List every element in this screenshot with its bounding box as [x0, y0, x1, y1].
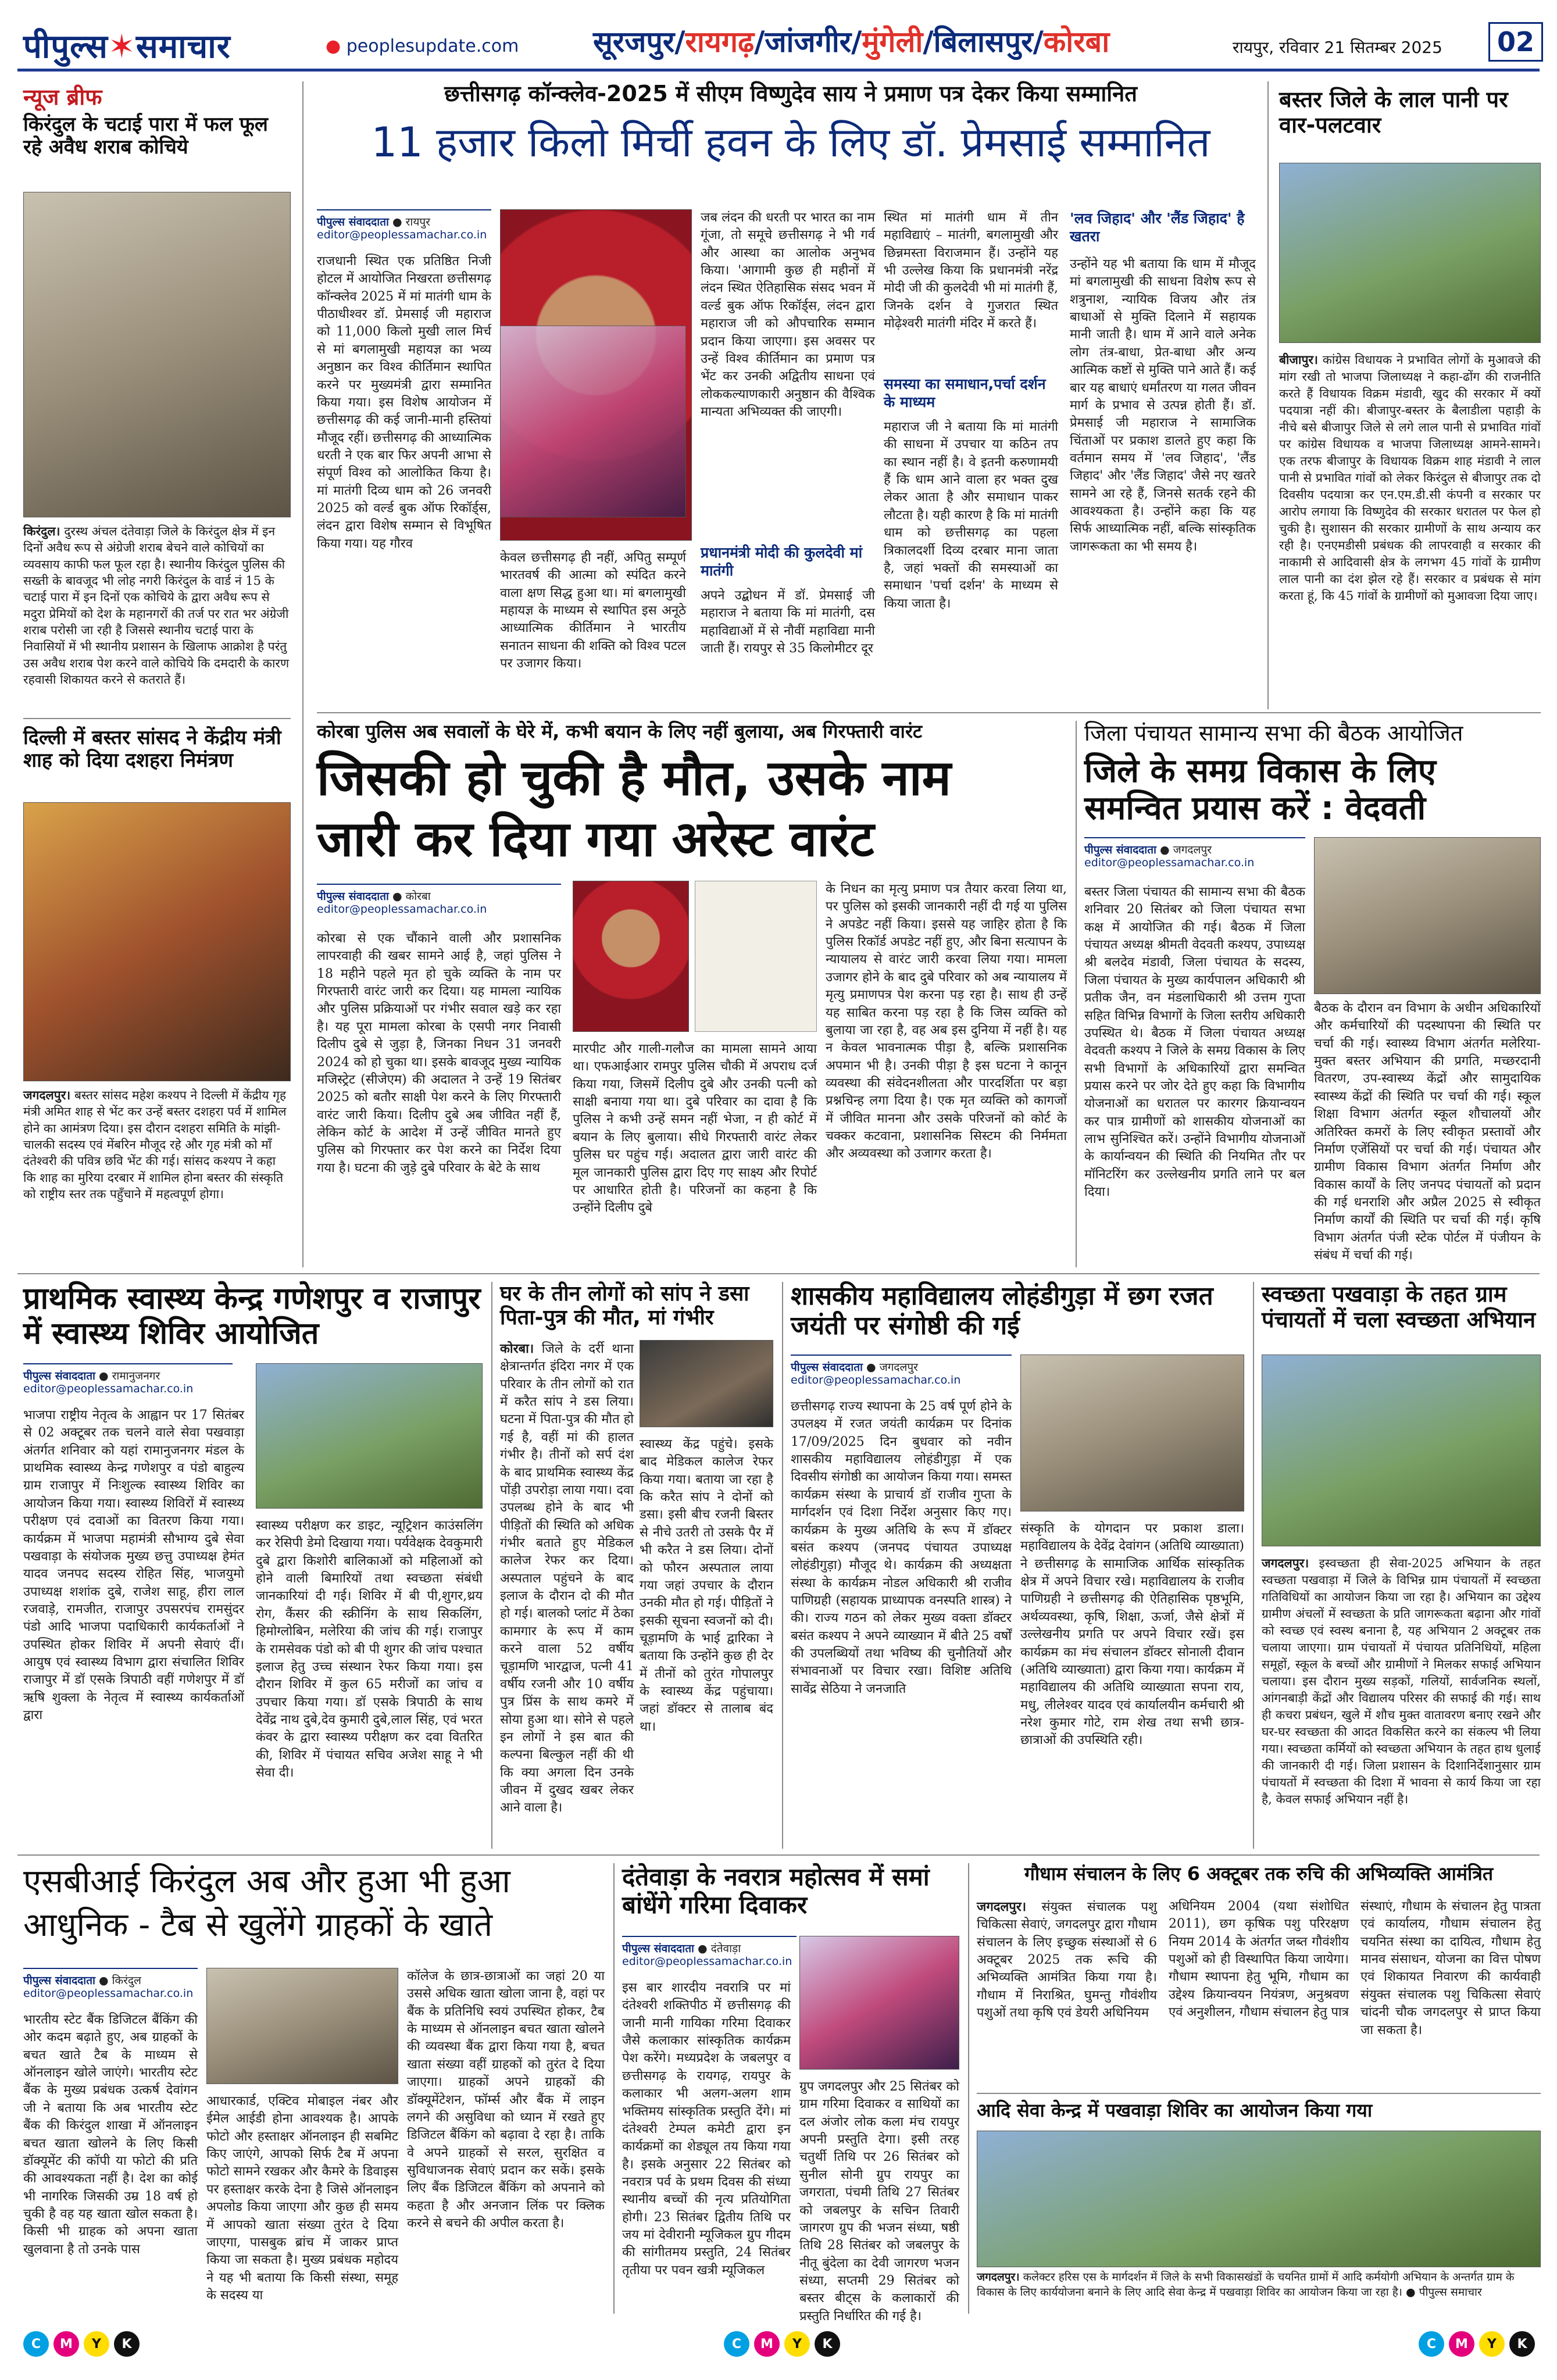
gaudham-bottom-rule: [977, 2093, 1541, 2094]
reg-mark-m: M: [53, 2331, 79, 2357]
navratri-col1: इस बार शारदीय नवरात्रि पर मां दंतेश्वरी शक्तिपीठ में छत्तीसगढ़ की जानी मानी गायिका गरिमा दिवाकर जैसे कलाकार सांस्कृतिक कार्यक्रम पेश करेंगे। मध्यप्रदेश के जबलपुर व छत्तीसगढ़ के रायगढ़, रायपुर के कलाकार भी अलग-अलग शाम भक्तिमय सांस्कृतिक प्रस्तुति देंगे। मां दंतेश्वरी टेम्पल कमेटी द्वारा इन कार्यक्रमों का शेड्यूल तय किया गया है। इसके अनुसार 22 सितंबर को नवरात्र पर्व के प्रथम दिवस की संध्या स्थानीय बच्चों की नृत्य प्रतियोगिता होगी। 23 सितंबर द्वितीय तिथि पर जय मां देवीरानी म्यूजिकल ग्रुप गीदम की सांगीतमय प्रस्तुति, 24 सितंबर तृतीया पर पवन खत्री म्यूजिकल: [622, 1981, 791, 2278]
navratri-divider: [968, 1863, 969, 2314]
lead-title: 11 हजार किलो मिर्ची हवन के लिए डॉ. प्रेमसाई सम्मानित: [371, 119, 1210, 166]
reg-mark-k: K: [1509, 2331, 1535, 2357]
college-email[interactable]: editor@peoplessamachar.co.in: [791, 1374, 961, 1386]
left-column-divider: [302, 81, 303, 1267]
zila-email[interactable]: editor@peoplessamachar.co.in: [1084, 856, 1255, 869]
lead-photo-caption: केवल छत्तीसगढ़ ही नहीं, अपितु सम्पूर्ण भारतवर्ष की आत्मा को स्पंदित करने वाला क्षण सिद्ध हुआ था। मां बगलामुखी महायज्ञ के माध्यम से स्थापित इस अनूठे आध्यात्मिक कीर्तिमान ने भारतीय सनातन साधना की शक्ति को विश्व पटल पर उजागर किया।: [500, 551, 686, 671]
snake-lead: कोरबा।: [500, 1341, 534, 1356]
snake-col2: स्वास्थ्य केंद्र पहुंचे। इसके बाद मेडिकल कालेज रेफर किया गया। बताया जा रहा है कि करैत सांप ने दोनों को डसा। इसी बीच रजनी बिस्तर से नीचे उतरी तो उसके पैर में भी करैत ने डस लिया। दोनों को फौरन अस्पताल लाया गया जहां उपचार के दौरान उनकी मौत हो गई। पीड़ितों ने इसकी सूचना स्वजनों को दी। चूड़ामणि के भाई द्वारिका ने बताया कि उन्होंने कुछ ही देर में तीनों को तुरंत गोपालपुर के स्वास्थ्य केंद्र पहुंचाया। जहां डॉक्टर से तालाब बंद था।: [640, 1437, 773, 1734]
lead-col4-tail: महाराज जी ने बताया कि मां मातंगी की साधना में उपचार या कठिन तप का स्थान नहीं है। वे इतनी करुणामयी हैं कि धाम आने वाला हर भक्त दुख लेकर आता है और समाधान पाकर लौटता है। यही कारण है कि मां मातंगी धाम को छत्तीसगढ़ का पहला त्रिकालदर्शी दिव्य दरबार माना जाता है, जहां भक्तों की समस्याओं का समाधान 'पर्चा दर्शन' के माध्यम से किया जाता है।: [884, 420, 1058, 611]
snake-title: घर के तीन लोगों को सांप ने डसा पिता-पुत्र की मौत, मां गंभीर: [500, 1282, 749, 1330]
korba-col3: के निधन का मृत्यु प्रमाण पत्र तैयार करवा लिया था, पर पुलिस को इसकी जानकारी नहीं दी गई या पुलिस ने अपडेट नहीं किया। इससे यह जाहिर होता है कि पुलिस रिकॉर्ड अपडेट नहीं हुए, और बिना सत्यापन के न्यायालय से वारंट जारी करवा लिया गया। मामला उजागर होने के बाद दुबे परिवार को अब न्यायालय में मृत्यु प्रमाणपत्र पेश करना पड़ रहा है। साथ ही उन्हें यह साबित करना पड़ रहा है कि जिस व्यक्ति को बुलाया जा रहा है, वह अब इस दुनिया में नहीं है। यह न केवल भावनात्मक पीड़ा है, बल्कि प्रशासनिक अपमान भी है। उनकी पीड़ा है इस घटना ने कानून व्यवस्था की संवेदनशीलता और पारदर्शिता पर बड़ा प्रश्नचिन्ह लगा दिया है। एक मृत व्यक्ति को कागजों में जीवित मानना और उसके परिजनों को कोर्ट के चक्कर कटवाना, प्रशासनिक सिस्टम की निर्ममता और अव्यवस्था को उजागर करता है।: [826, 882, 1067, 1162]
sbi-email[interactable]: editor@peoplessamachar.co.in: [23, 1987, 194, 2000]
korba-col2: मारपीट और गाली-गलौज का मामला सामने आया था। एफआईआर रामपुर पुलिस चौकी में अपराध दर्ज किया गया, जिसमें दिलीप दुबे और उनकी पत्नी को साक्षी बनाया गया था। दुबे परिवार का दावा है कि पुलिस ने कभी उन्हें समन नहीं भेजा, न ही कोर्ट में बयान के लिए बुलाया। सीधे गिरफ्तारी वारंट लेकर पुलिस घर पहुंच गई। अदालत द्वारा जारी वारंट की मूल जानकारी पुलिस द्वारा दिए गए साक्ष्य और रिपोर्ट पर आधारित होती है। परिजनों का कहना है कि उन्होंने दिलीप दुबे: [573, 1042, 817, 1216]
brief-divider: [23, 718, 291, 719]
korba-email[interactable]: editor@peoplessamachar.co.in: [317, 903, 487, 916]
zila-byline-name: पीपुल्स संवाददाता: [1084, 844, 1156, 856]
city-korba: कोरबा: [1043, 25, 1110, 59]
navratri-byline-name: पीपुल्स संवाददाता: [622, 1942, 694, 1955]
lead-col4-subhead: समस्या का समाधान,पर्चा दर्शन के माध्यम: [884, 376, 1046, 411]
snake-photo: [640, 1340, 773, 1427]
college-byline-place: जगदलपुर: [879, 1361, 918, 1374]
korba-col1: कोरबा से एक चौंकाने वाली और प्रशासनिक लापरवाही की खबर सामने आई है, जहां पुलिस ने 18 महीने पहले मृत हो चुके व्यक्ति के नाम पर गिरफ्तारी वारंट जारी कर दिया। यह मामला न्यायिक और पुलिस प्रक्रियाओं पर गंभीर सवाल खड़े कर रहा है। यह पूरा मामला कोरबा के एसपी नगर निवासी दिलीप दुबे से जुड़ा है, जिनका निधन 31 जनवरी 2024 को हो चुका था। इसके बावजूद मुख्य न्यायिक मजिस्ट्रेट (सीजेएम) की अदालत ने उन्हें 19 सितंबर 2025 को बतौर साक्षी पेश करने के लिए गिरफ्तारी वारंट जारी किया। दिलीप दुबे अब जीवित नहीं हैं, लेकिन कोर्ट के आदेश में उन्हें जीवित मानते हुए पुलिस को गिरफ्तार कर पेश करने का निर्देश दिया गया है। घटना की जुड़े दुबे परिवार के बेटे के साथ: [317, 931, 561, 1175]
navratri-photo-singer: [799, 1936, 959, 2070]
news-brief-label: न्यूज ब्रीफ: [23, 84, 102, 110]
reg-mark-k: K: [114, 2331, 140, 2357]
lead-col5: उन्होंने यह भी बताया कि धाम में मौजूद मां बगलामुखी की साधना विशेष रूप से शत्रुनाश, न्यायिक विजय और तंत्र बाधाओं से मुक्ति दिलाने में सहायक मानी जाती है। धाम में आने वाले अनेक लोग तंत्र-बाधा, प्रेत-बाधा और अन्य आत्मिक कष्टों से मुक्ति पाने आते हैं। कई बार यह बाधाएं धर्मांतरण या गलत जीवन मार्ग के प्रभाव से उत्पन्न होती हैं। डॉ. प्रेमसाई जी महाराज ने सामाजिक चिंताओं पर प्रकाश डालते हुए कहा कि वर्तमान समय में 'लव जिहाद', 'लैंड जिहाद' और 'लैंड जिहाद' जैसे नए खतरे सामने आ रहे हैं, जिनसे सतर्क रहने की आवश्यकता है। उन्होंने कहा कि यह सिर्फ आध्यात्मिक नहीं, बल्कि सांस्कृतिक जागरूकता का भी समय है।: [1070, 257, 1256, 554]
reg-mark-c: C: [23, 2331, 49, 2357]
health-byline-place: रामानुजनगर: [112, 1370, 160, 1382]
brief-caption-text: दुरस्थ अंचल दंतेवाड़ा जिले के किरंदुल क्षेत्र में इन दिनों अवैध रूप से अंग्रेजी शराब बेचने वाले कोचियों का व्यवसाय काफी फल फूल रहा है। स्थानीय किरंदुल पुलिस की सख्ती के बावजूद भी लोह नगरी किरंदुल के वार्ड नं 15 के चटाई पारा में इन दिनों एक कोचिये के द्वारा अवैध रूप से मदुरा प्रेमियों को देश के महानगरों की तर्ज पर रात भर अंग्रेजी शराब परोसी जा रही है जिससे स्थानीय चटाई पारा के निवासियों में भी स्थानीय प्रशासन के खिलाफ आक्रोश है परंतु उस अवैध शराब पेश करने वाले कोचिये कि दमदारी के कारण रहवासी शिकायत करने से कतराते हैं।: [23, 524, 290, 687]
lead-col3-tail: अपने उद्बोधन में डॉ. प्रेमसाई जी महाराज ने बताया कि मां मातंगी, दस महाविद्याओं में से नौवीं महाविद्या मानी जाती हैं। रायपुर से 35 किलोमीटर दूर: [701, 588, 875, 656]
gaudham-lead: जगदलपुर।: [977, 1899, 1027, 1914]
gaudham-title: गौधाम संचालन के लिए 6 अक्टूबर तक रुचि की अभिव्यक्ति आमंत्रित: [1024, 1863, 1494, 1885]
health-col2: स्वास्थ्य परीक्षण कर डाइट, न्यूट्रिशन काउंसलिंग कर रेसिपी डेमो दिखाया गया। पर्यवेक्षक देवकुमारी दुबे द्वारा किशोरी बालिकाओं को महिलाओं को होने वाली बिमारियों तथा स्वच्छता संबंधी जानकारियां दी गई। शिविर में बी पी,शुगर,थ्रय रोग, कैंसर की स्क्रीनिंग के साथ सिकलिंग, हिमोग्लोबिन, मलेरिया की जांच की गई। राजापुर के रामसेवक पंडो को बी पी शुगर की जांच पश्चात इलाज हेतु उच्च संस्थान रेफर किया गया। इस दौरान शिविर में कुल 65 मरीजों का जांच व उपचार किया गया। डॉ एसके त्रिपाठी के साथ देवेंद्र नाथ दुबे,देव कुमारी दुबे,लाल सिंह, एवं भरत कंवर के द्वारा स्वास्थ्य परीक्षण कर दवा वितरित की, शिविर में पंचायत सचिव अजेश साहू ने भी सेवा दी।: [256, 1518, 483, 1781]
sbi-title-line1: एसबीआई किरंदुल अब और हुआ भी हुआ: [23, 1863, 510, 1900]
adi-seva-caption-lead: जगदलपुर।: [977, 2271, 1020, 2283]
college-col1: छत्तीसगढ़ राज्य स्थापना के 25 वर्ष पूर्ण होने के उपलक्ष्य में रजत जयंती कार्यक्रम पर दिनांक 17/09/2025 दिन बुधवार को नवीन शासकीय महाविद्यालय लोहंडीगुड़ा में एक दिवसीय संगोष्ठी का आयोजन किया गया। समस्त कार्यक्रम संस्था के प्राचार्य डॉ राजीव गुप्ता के मार्गदर्शन एवं दिशा निर्देश अनुसार किए गए। कार्यक्रम के मुख्य अतिथि के रूप में डॉक्टर बसंत कश्यप (जनपद पंचायत उपाध्यक्ष लोहंडीगुड़ा) मौजूद थे। कार्यक्रम की अध्यक्षता संस्था के कार्यक्रम नोडल अधिकारी श्री राजीव पाणिग्रही (सहायक प्राध्यापक वनस्पति शास्त्र) ने की। राज्य गठन को लेकर मुख्य वक्ता डॉक्टर बसंत कश्यप ने अपने व्याख्यान में बीते 25 वर्षों की उपलब्धियों तथा भविष्य की चुनौतियों और संभावनाओं पर विचार रखा। विशिष्ट अतिथि सावेंद्र सेठिया ने जनजाति: [791, 1399, 1012, 1696]
korba-title-line2: जारी कर दिया गया अरेस्ट वारंट: [317, 810, 874, 867]
globe-dot-icon: ●: [326, 36, 347, 56]
city-surajpur: सूरजपुर: [593, 25, 675, 59]
city-raigarh: रायगढ़: [685, 25, 755, 59]
zila-kicker: जिला पंचायत सामान्य सभा की बैठक आयोजित: [1084, 720, 1463, 746]
city-mungeli: मुंगेली: [862, 25, 923, 59]
navratri-byline: पीपुल्स संवाददाता ● दंतेवाड़ा: [622, 1936, 797, 1956]
navratri-title: दंतेवाड़ा के नवरात्र महोत्सव में समां बांधेंगे गरिमा दिवाकर: [622, 1863, 930, 1920]
bastar-water-lead: बीजापुर।: [1279, 352, 1318, 367]
zila-col1: बस्तर जिला पंचायत की सामान्य सभा की बैठक शनिवार 20 सितंबर को जिला पंचायत सभा कक्ष में आयोजित की गई। बैठक में जिला पंचायत अध्यक्ष श्रीमती वेदवती कश्यप, उपाध्यक्ष श्री बलदेव मंडावी, जिला पंचायत के सदस्य, जिला पंचायत के मुख्य कार्यपालन अधिकारी श्री प्रतीक जैन, वन मंडलाधिकारी श्री उत्तम गुप्ता सहित विभिन्न विभागों के जिला स्तरीय अधिकारी उपस्थित थे। बैठक में जिला पंचायत अध्यक्ष वेदवती कश्यप ने जिले के समग्र विकास के लिए सभी विभागों के अधिकारियों द्वारा समन्वित प्रयास करने पर जोर देते हुए कहा कि विभागीय योजनाओं का धरातल पर कारगर क्रियान्वयन कर पात्र ग्रामीणों को शासकीय योजनाओं का लाभ सुनिश्चित करें। उन्होंने विभागीय योजनाओं के कार्यान्वयन की स्थिति की नियमित तौर पर मॉनिटरिंग कर उल्लेखनीय प्रगति लाने पर बल दिया।: [1084, 885, 1305, 1200]
health-byline-name: पीपुल्स संवाददाता: [23, 1370, 95, 1382]
adi-seva-caption-text: कलेक्टर हरिस एस के मार्गदर्शन में जिले के सभी विकासखंडों के चयनित ग्रामों में आदि कर्मयोगी अभियान के अन्तर्गत ग्राम के विकास के लिए कार्ययोजना बनाने के लिए आदि सेवा केन्द्र में पखवाड़ा शिविर का आयोजन किया जा रहा है।: [977, 2271, 1515, 2299]
adi-seva-title: आदि सेवा केन्द्र में पखवाड़ा शिविर का आयोजन किया गया: [977, 2099, 1373, 2121]
korba-byline-place: कोरबा: [405, 890, 431, 903]
sbi-col3: कॉलेज के छात्र-छात्राओं का जहां 20 या उससे अधिक खाता खोला जाना है, वहां पर बैंक के प्रतिनिधि स्वयं उपस्थित होकर, टैब के माध्यम से ऑनलाइन बचत खाता खोलने की व्यवस्था बैंक द्वारा किया गया है, बचत खाता संख्या वहीं ग्राहकों को तुरंत दे दिया जाएगा। ग्राहकों अपने ग्राहकों की डॉक्यूमेंटेशन, फॉर्म्स और बैंक में लाइन लगने की असुविधा को ध्यान में रखते हुए डिजिटल बैंकिंग को बढ़ावा दे रहा है। ताकि वे अपने ग्राहकों से सरल, सुरक्षित व सुविधाजनक सेवाएं प्रदान कर सकें। इसके लिए बैंक डिजिटल बैंकिंग को अपनाने को कहता है और अनजान लिंक पर क्लिक करने से बचने की अपील करता है।: [407, 1969, 605, 2231]
college-byline-name: पीपुल्स संवाददाता: [791, 1361, 863, 1374]
bastar-water-photo: [1279, 163, 1541, 343]
snake-divider: [782, 1282, 783, 1849]
navratri-byline-place: दंतेवाड़ा: [710, 1942, 741, 1955]
reg-marks-right: [1419, 2331, 1535, 2357]
delhi-title: दिल्ली में बस्तर सांसद ने केंद्रीय मंत्री शाह को दिया दशहरा निमंत्रण: [23, 726, 281, 773]
gaudham-col1-text: संयुक्त संचालक पशु चिकित्सा सेवाएं, जगदलपुर द्वारा गौधाम संचालन के लिए इच्छुक संस्थाओं से 6 अक्टूबर 2025 तक रूचि की अभिव्यक्ति आमंत्रित किया गया है। गौधाम में निराश्रित, घुमन्तु गौवंशीय पशुओं तथा कृषि एवं डेयरी अधिनियम: [977, 1900, 1157, 2021]
site-url-text: peoplesupdate.com: [346, 36, 519, 56]
masthead: [23, 23, 231, 67]
sbi-photo: [206, 1968, 398, 2084]
lead-photo-award: [500, 326, 686, 517]
college-photo: [1020, 1355, 1244, 1511]
snake-col1-text: जिले के दर्री थाना क्षेत्रान्तर्गत इंदिरा नगर में एक परिवार के तीन लोगों को रात में करैत सांप ने डस लिया। घटना में पिता-पुत्र की मौत हो गई है, वहीं मां की हालत गंभीर है। तीनों को सर्प दंश के बाद प्राथमिक स्वास्थ्य केंद्र पोंड़ी उपरोड़ा लाया गया। दवा उपलब्ध होने के बाद भी पीड़ितों की स्थिति को अधिक गंभीर बताते हुए मेडिकल कालेज रेफर कर दिया। अस्पताल पहुंचने के बाद इलाज के दौरान दो की मौत हो गई। बालको प्लांट में ठेका कामगार के रूप में काम करने वाला 52 वर्षीय चूड़ामणि भारद्वाज, पत्नी 41 वर्षीय रजनी और 10 वर्षीय पुत्र प्रिंस के साथ कमरे में सोया हुआ था। सोने से पहले इन लोगों ने इस बात की कल्पना बिल्कुल नहीं की थी कि क्या अगला दिन उनके जीवन में दुखद खबर लेकर आने वाला है।: [500, 1342, 634, 1816]
lead-email[interactable]: editor@peoplessamachar.co.in: [317, 228, 487, 241]
college-divider: [1253, 1282, 1254, 1849]
brief-title: किरंदुल के चटाई पारा में फल फूल रहे अवैध शराब कोचिये: [23, 113, 268, 159]
korba-divider: [1076, 721, 1077, 1267]
korba-title-line1: जिसकी हो चुकी है मौत, उसके नाम: [317, 749, 951, 806]
reg-mark-k: K: [815, 2331, 840, 2357]
bastar-water-title: बस्तर जिले के लाल पानी पर वार-पलटवार: [1279, 87, 1508, 138]
college-col2: संस्कृति के योगदान पर प्रकाश डाला। महाविद्यालय के देवेंद्र देवांगन (अतिथि व्याख्याता) ने छत्तीसगढ़ के सामाजिक आर्थिक सांस्कृतिक क्षेत्र में अपने विचार रखे। महाविद्यालय के राजीव पाणिग्रही ने छत्तीसगढ़ की ऐतिहासिक पृष्ठभूमि, अर्थव्यवस्था, कृषि, शिक्षा, ऊर्जा, जैसे क्षेत्रों में उल्लेखनीय प्रगति पर अपने विचार रखें। इस कार्यक्रम का मंच संचालन डॉक्टर सोनाली दीवान (अतिथि व्याख्याता) द्वारा किया गया। कार्यक्रम में महाविद्यालय की अतिथि व्याख्याता सपना राय, मधु, लीलेश्वर यादव एवं कार्यालयीन कर्मचारी श्री नरेश कुमार गोटे, राम शेख तथा सभी छात्र-छात्राओं की उपस्थिति रही।: [1020, 1521, 1244, 1748]
navratri-col2: ग्रुप जगदलपुर और 25 सितंबर को ग्राम गरिमा दिवाकर व साथियों का दल अंजोर लोक कला मंच रायपुर अपनी प्रस्तुति देगा। इसी तरह चतुर्थी तिथि पर 26 सितंबर को सुनील सोनी ग्रुप रायपुर का जगराता, पंचमी तिथि 27 सितंबर को जबलपुर के सचिन तिवारी जागरण ग्रुप की भजन संध्या, षष्ठी तिथि 28 सितंबर को जबलपुर के नीतू बुंदेला का देवी जागरण भजन संध्या, सप्तमी 29 सितंबर को बस्तर बीट्स के कलाकारों की प्रस्तुति निर्धारित की गई है।: [799, 2079, 959, 2324]
dateline: रायपुर, रविवार 21 सितम्बर 2025: [1233, 38, 1442, 57]
reg-mark-m: M: [754, 2331, 780, 2357]
brief-caption-lead: किरंदुल।: [23, 524, 60, 538]
college-byline: पीपुल्स संवाददाता ● जगदलपुर: [791, 1355, 1012, 1374]
health-title: प्राथमिक स्वास्थ्य केन्द्र गणेशपुर व राजापुर में स्वास्थ्य शिविर आयोजित: [23, 1281, 481, 1351]
health-divider: [491, 1282, 492, 1849]
city-janjgir: जांजगीर: [765, 25, 852, 59]
swachh-body: [1262, 1555, 1541, 1849]
lead-kicker: छत्तीसगढ़ कॉन्क्लेव-2025 में सीएम विष्णुदेव साय ने प्रमाण पत्र देकर किया सम्मानित: [444, 81, 1137, 106]
zila-photo-meeting: [1314, 837, 1541, 994]
reg-mark-y: Y: [784, 2331, 810, 2357]
lead-col5-subhead: 'लव जिहाद' और 'लैंड जिहाद' है खतरा: [1070, 210, 1245, 245]
zila-byline-place: जगदलपुर: [1173, 844, 1212, 856]
sbi-title-line2: आधुनिक - टैब से खुलेंगे ग्राहकों के खाते: [23, 1906, 493, 1944]
health-photo: [256, 1363, 483, 1509]
mid-rule: [17, 1273, 1540, 1274]
delhi-caption-lead: जगदलपुर।: [23, 1088, 71, 1102]
swachh-lead: जगदलपुर।: [1262, 1556, 1309, 1570]
lead-col3-subhead: प्रधानमंत्री मोदी की कुलदेवी मां मातंगी: [701, 544, 863, 580]
masthead-left: पीपुल्स: [23, 28, 108, 66]
delhi-caption-text: बस्तर सांसद महेश कश्यप ने दिल्ली में केंद्रीय गृह मंत्री अमित शाह से भेंट कर उन्हें बस्तर दशहरा पर्व में शामिल होने का आमंत्रण दिया। इस दौरान दशहरा समिति के मांझी-चालकी सदस्य एवं मेंबरिन मौजूद रहे और गृह मंत्री को माँ दंतेश्वरी की पवित्र छवि भेंट की गई। सांसद कश्यप ने कहा कि शाह का मुरिया दरबार में शामिल होना बस्तर की संस्कृति को राष्ट्रीय स्तर तक पहुँचाने में महत्वपूर्ण होगा।: [23, 1088, 287, 1202]
reg-mark-c: C: [1419, 2331, 1444, 2357]
delhi-caption: [23, 1087, 291, 1267]
header-rule: [17, 69, 1540, 72]
lead-byline: पीपुल्स संवाददाता ● रायपुर: [317, 209, 491, 229]
swachh-text: इस्वच्छता ही सेवा-2025 अभियान के तहत स्वच्छता पखवाड़ा में जिले के विभिन्न ग्राम पंचायतों में स्वच्छता गतिविधियों का आयोजन किया जा रहा है। अभियान का उद्देश्य ग्रामीण अंचलों में स्वच्छता के प्रति जागरूकता बढ़ाना और गांवों को स्वच्छ एवं स्वस्थ बनाना है, यह अभियान 2 अक्टूबर तक चलाया जाएगा। ग्राम पंचायतों में पंचायत प्रतिनिधियों, महिला समूहों, स्कूल के बच्चों और ग्रामीणों ने मिलकर सफाई अभियान चलाया। इस दौरान मुख्य सड़कों, गलियों, सार्वजनिक स्थलों, आंगनबाड़ी केंद्रों और विद्यालय परिसर की सफाई की गई। साथ ही कचरा प्रबंधन, खुले में शौच मुक्त वातावरण बनाए रखने और घर-घर स्वच्छता की आदत विकसित करने का संकल्प भी लिया गया। स्वच्छता कर्मियों को स्वच्छता अभियान के तहत हाथ धुलाई की जानकारी दी गई। जिला प्रशासन के दिशानिर्देशानुसार ग्राम पंचायतों में स्वच्छता की दिशा में भावना से कार्य किया जा रहा है, केवल सफाई अभियान नहीं है।: [1262, 1556, 1541, 1806]
reg-mark-y: Y: [1479, 2331, 1505, 2357]
health-byline: पीपुल्स संवाददाता ● रामानुजनगर: [23, 1363, 233, 1383]
city-bilaspur: बिलासपुर: [933, 25, 1033, 59]
sbi-col2: आधारकार्ड, एक्टिव मोबाइल नंबर और ईमेल आईडी होना आवश्यक है। आपके फोटो और हस्ताक्षर ऑनलाइन ही सबमिट किए जाएंगे, आपको सिर्फ टैब में अपना फोटो सामने रखकर और कैमरे के डिवाइस पर हस्ताक्षर करके देना है जिसे ऑनलाइन अपलोड किया जाएगा और कुछ ही समय में आपको खाता संख्या तुरंत दे दिया जाएगा, पासबुक ब्रांच में जाकर प्राप्त किया जा सकता है। मुख्य प्रबंधक महोदय ने यह भी बताया कि किसी संस्था, समूह के सदस्य या: [206, 2094, 398, 2303]
brief-caption: [23, 523, 291, 686]
zila-byline: पीपुल्स संवाददाता ● जगदलपुर: [1084, 837, 1305, 857]
brief-photo-bottles: [23, 192, 291, 517]
site-url[interactable]: [326, 36, 519, 56]
sbi-byline: पीपुल्स संवाददाता ● किरंदुल: [23, 1968, 198, 1988]
lower-rule: [17, 1854, 1540, 1856]
gaudham-col2: अधिनियम 2004 (यथा संशोधित 2011), छग कृषिक पशु परिरक्षण नियम 2014 के अंतर्गत जब्त गौवंशीय पशुओं को ही विस्थापित किया जायेगा। गौधाम स्थापना हेतु भूमि, गौधाम का उद्देश्य क्रियान्वयन नियंत्रण, अनुश्रवण एवं अनुशीलन, गौधाम संचालन हेतु पात्र: [1169, 1899, 1349, 2020]
reg-marks-left: [23, 2331, 140, 2357]
reg-mark-c: C: [724, 2331, 749, 2357]
lead-byline-name: पीपुल्स संवाददाता: [317, 216, 389, 228]
reg-marks-center: [724, 2331, 840, 2357]
zila-title: जिले के समग्र विकास के लिए समन्वित प्रयास करें : वेदवती: [1084, 752, 1436, 828]
korba-photo-warrant: [695, 881, 817, 1032]
lead-byline-place: रायपुर: [405, 216, 430, 228]
lead-col3: जब लंदन की धरती पर भारत का नाम गूंजा, तो समूचे छत्तीसगढ़ ने भी गर्व और आस्था का आलोक अनुभव किया। 'आगामी कुछ ही महीनों में लंदन स्थित ऐतिहासिक संसद भवन में वर्ल्ड बुक ऑफ रिकॉर्ड्स, लंदन द्वारा महाराज जी को औपचारिक सम्मान प्रदान किया जाएगा। इस अवसर पर उन्हें विश्व कीर्तिमान का प्रमाण पत्र भेंट कर उनकी अद्वितीय साधना एवं लोककल्याणकारी अनुष्ठान की वैश्विक मान्यता अभिव्यक्त की जाएगी।: [701, 210, 875, 419]
college-title: शासकीय महाविद्यालय लोहंडीगुड़ा में छग रजत जयंती पर संगोष्ठी की गई: [791, 1281, 1213, 1341]
page-number: 02: [1488, 22, 1543, 62]
city-strip: सूरजपुर/रायगढ़/जांजगीर/मुंगेली/बिलासपुर/कोरबा: [593, 25, 1110, 59]
gaudham-col3: संस्थाएं, गौधाम के संचालन हेतु पात्रता एवं कार्यालय, गौधाम संचालन हेतु चयनित संस्था का दायित्व, गौधाम हेतु मानव संसाधन, योजना का वित्त पोषण एवं शिकायत निवारण की कार्यवाही संयुक्त संचालक पशु चिकित्सा सेवाएं चांदनी चौक जगदलपुर से प्राप्त किया जा सकता है।: [1360, 1899, 1541, 2038]
sbi-byline-name: पीपुल्स संवाददाता: [23, 1974, 95, 1987]
health-email[interactable]: editor@peoplessamachar.co.in: [23, 1382, 194, 1395]
swachh-photo: [1262, 1355, 1541, 1546]
korba-byline: पीपुल्स संवाददाता ● कोरबा: [317, 884, 561, 903]
lead-col1: राजधानी स्थित एक प्रतिष्ठित निजी होटल में आयोजित निखरता छत्तीसगढ़ कॉन्क्लेव 2025 में मां मातंगी धाम के पीठाधीश्वर डॉ. प्रेमसाई जी महाराज को 11,000 किलो मुखी लाल मिर्च से मां बगलामुखी महायज्ञ का भव्य अनुष्ठान कर विश्व कीर्तिमान स्थापित करने पर मुख्यमंत्री द्वारा सम्मानित किया गया। इस विशेष आयोजन में छत्तीसगढ़ की कई जानी-मानी हस्तियां मौजूद रहीं। छत्तीसगढ़ की आध्यात्मिक धरती ने एक बार फिर अपनी आभा से संपूर्ण विश्व को आलोकित किया है। मां मातंगी दिव्य धाम को 26 जनवरी 2025 को वर्ल्ड बुक ऑफ रिकॉर्ड्स, लंदन द्वारा विशेष सम्मान से विभूषित किया गया। यह गौरव: [317, 254, 491, 551]
sbi-col1: भारतीय स्टेट बैंक डिजिटल बैंकिंग की ओर कदम बढ़ाते हुए, अब ग्राहकों के बचत खाते टैब के माध्यम से ऑनलाइन खोले जाएंगे। भारतीय स्टेट बैंक के मुख्य प्रबंधक उत्कर्ष देवांगन जी ने बताया कि अब भारतीय स्टेट बैंक की किरंदुल शाखा में ऑनलाइन बचत खाता खोलने के लिए किसी डॉक्यूमेंट की कॉपी या फोटो की प्रति की आवश्यकता नहीं है। देश का कोई भी नागरिक जिसकी उम्र 18 वर्ष हो चुकी है वह यह खाता खोल सकता है। किसी भी ग्राहक को अपना खाता खुलवाना है तो उनके पास: [23, 2013, 198, 2257]
lead-col4: स्थित मां मातंगी धाम में तीन महाविद्याएं – मातंगी, बगलामुखी और छिन्नमस्ता विराजमान हैं। उन्होंने यह भी उल्लेख किया कि प्रधानमंत्री नरेंद्र मोदी जी की कुलदेवी भी मां मातंगी हैं, जिनके दर्शन वे गुजरात स्थित मोढ़ेश्वरी मातंगी मंदिर में करते हैं।: [884, 210, 1058, 331]
health-col1: भाजपा राष्ट्रीय नेतृत्व के आह्वान पर 17 सितंबर से 02 अक्टूबर तक चलने वाले सेवा पखवाड़ा अंतर्गत शनिवार को यहां रामानुजनगर मंडल के प्राथमिक स्वास्थ्य केन्द्र गणेशपुर व पंडो बाहुल्य ग्राम राजापुर में निःशुल्क स्वास्थ्य शिविर का आयोजन किया गया। स्वास्थ्य शिविरों में स्वास्थ्य परीक्षण एवं दवाओं का वितरण किया गया। कार्यक्रम में भाजपा महामंत्री सौभाग्य दुबे सेवा पखवाड़ा के संयोजक मुख्य छत्तु उपाध्यक्ष हेमंत यादव जनपद सदस्य रोहित सिंह, भाजयुमो उपाध्यक्ष शशांक दुबे, राजेश साहू, हीरा लाल रजवाड़े, रामजीत, राजापुर उपसरपंच रामसुंदर पंडो आदि भाजपा पदाधिकारी कार्यकर्ताओं ने उपस्थित होकर शिविर में अपनी सेवाएं दीं। आयुष एवं स्वास्थ्य विभाग द्वारा संचालित शिविर राजापुर में डॉ एसके त्रिपाठी वहीं गणेशपुर में डॉ ऋषि शुक्ला के नेतृत्व में स्वास्थ्य कार्यकर्ताओं द्वारा: [23, 1408, 244, 1723]
gaudham-col1: [977, 1898, 1157, 2087]
adi-seva-caption: जगदलपुर। कलेक्टर हरिस एस के मार्गदर्शन में जिले के सभी विकासखंडों के चयनित ग्रामों में आदि कर्मयोगी अभियान के अन्तर्गत ग्राम के विकास के लिए कार्ययोजना बनाने के लिए आदि सेवा केन्द्र में पखवाड़ा शिविर का आयोजन किया जा रहा है। ● पीपुल्स समाचार: [977, 2271, 1515, 2299]
delhi-photo-meeting: [23, 802, 291, 1081]
korba-photo-deceased: [573, 881, 689, 1032]
swachh-title: स्वच्छता पखवाड़ा के तहत ग्राम पंचायतों में चला स्वच्छता अभियान: [1262, 1281, 1536, 1332]
bastar-water-text: कांग्रेस विधायक ने प्रभावित लोगों के मुआवजे की मांग रखी तो भाजपा जिलाध्यक्ष ने कहा-ढोंग की राजनीति करते हैं विधायक विक्रम मंडावी, खुद की सरकार में क्यों पदयात्रा नहीं की। बीजापुर-बस्तर के बैलाडीला पहाड़ी के नीचे बसे बीजापुर जिले से लगे लाल पानी से प्रभावित गांवों पर कांग्रेस विधायक व भाजपा जिलाध्यक्ष आमने-सामने। एक तरफ बीजापुर के विधायक विक्रम शाह मंडावी ने लाल पानी से प्रभावित गांवों को लेकर किरंदुल से बीजापुर तक दो दिवसीय पदयात्रा कर एन.एम.डी.सी कंपनी व सरकार पर आरोप लगाया कि विष्णुदेव की सरकार धरातल पर फेल हो चुकी है। सुशासन की सरकार ग्रामीणों के साथ अन्याय कर रही है। एनएमडीसी प्रबंधक की लापरवाही व सरकार की नाकामी से आदिवासी क्षेत्र के लगभग 45 गांवों के ग्रामीण लाल पानी का दंश झेल रहे हैं। सरकार व प्रबंधक से मांग करता हूं, कि 45 गांवों के ग्रामीणों को मुआवजा दिया जाए।: [1279, 353, 1541, 603]
zila-col2: बैठक के दौरान वन विभाग के अधीन अधिकारियों और कर्मचारियों की पदस्थापना की स्थिति पर चर्चा की गई। स्वास्थ्य विभाग अंतर्गत मलेरिया-मुक्त बस्तर अभियान की प्रगति, मच्छरदानी वितरण, उप-स्वास्थ्य केंद्रों और सामुदायिक स्वास्थ्य केंद्रों की स्थिति पर चर्चा की गई। स्कूल शिक्षा विभाग अंतर्गत स्कूल शौचालयों और अतिरिक्त कमरों के लिए स्वीकृत प्रस्तावों और निर्माण एजेंसियों पर चर्चा की गई। पंचायत और ग्रामीण विकास विभाग अंतर्गत निर्माण और विकास कार्यों के लिए जनपद पंचायतों को प्रदान की गई धनराशि और अप्रैल 2025 से स्वीकृत निर्माण कार्यों की स्थिति पर चर्चा की गई। कृषि विभाग अंतर्गत पंजी स्टेक पोर्टल में पंजीयन के संबंध में चर्चा की गई।: [1314, 1001, 1541, 1263]
masthead-star-icon: ✶: [108, 28, 136, 66]
adi-seva-credit: पीपुल्स समाचार: [1419, 2285, 1482, 2299]
masthead-right: समाचार: [135, 28, 231, 66]
korba-byline-name: पीपुल्स संवाददाता: [317, 890, 389, 903]
reg-mark-m: M: [1449, 2331, 1474, 2357]
navratri-email[interactable]: editor@peoplessamachar.co.in: [622, 1955, 792, 1968]
adi-seva-photo: [977, 2131, 1541, 2267]
reg-mark-y: Y: [84, 2331, 109, 2357]
right-column-divider: [1267, 81, 1269, 709]
snake-col1: [500, 1340, 634, 1846]
bastar-water-body: [1279, 352, 1541, 709]
sbi-byline-place: किरंदुल: [112, 1974, 141, 1987]
lead-bottom-rule: [317, 712, 1541, 713]
sbi-divider: [613, 1863, 615, 2314]
korba-kicker: कोरबा पुलिस अब सवालों के घेरे में, कभी बयान के लिए नहीं बुलाया, अब गिरफ्तारी वारंट: [317, 720, 923, 742]
